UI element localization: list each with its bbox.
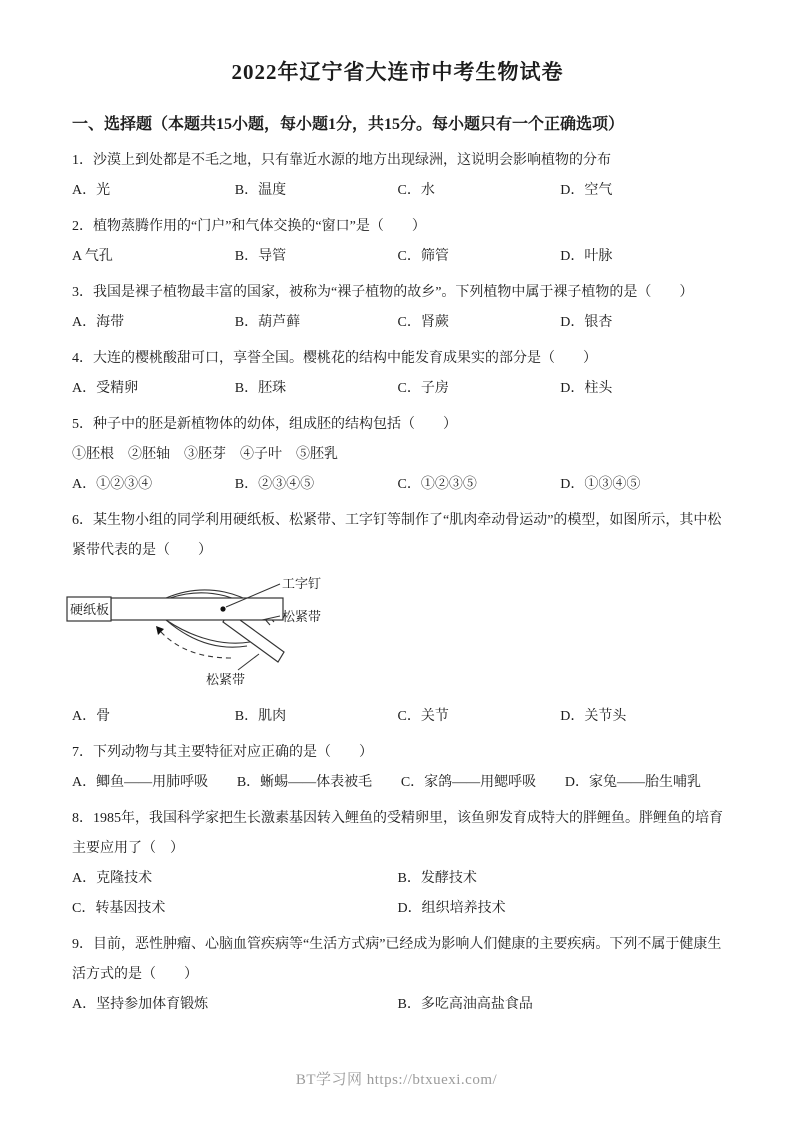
question-4 [72, 344, 723, 404]
question-9-stem: 9．目前，恶性肿瘤、心脑血管疾病等“生活方式病”已经成为影响人们健康的主要疾病。下列不属于健康生活方式的是（ ） [72, 937, 722, 982]
option-d: D．关节头 [560, 709, 627, 724]
option-b: B．肌肉 [234, 709, 287, 724]
watermark-footer: BT学习网 https://btxuexi.com/ [295, 1072, 498, 1088]
question-2-stem: 2．植物蒸腾作用的“门户”和气体交换的“窗口”是（ ） [72, 219, 426, 234]
question-5 [72, 410, 723, 500]
option-b: B．温度 [234, 183, 287, 198]
option-c: C．转基因技术 [72, 901, 166, 916]
option-c: C．①②③⑤ [397, 477, 477, 492]
muscle-bone-model-diagram [66, 570, 723, 700]
option-b: B．胚珠 [234, 381, 287, 396]
option-b: B．发酵技术 [397, 871, 477, 886]
question-5-options [72, 470, 723, 500]
option-a: A．①②③④ [72, 477, 153, 492]
question-5-stem: 5．种子中的胚是新植物体的幼体，组成胚的结构包括（ ） [72, 417, 457, 432]
pin-label: 工字钉 [282, 576, 322, 591]
question-1 [72, 146, 723, 206]
page-title: 2022年辽宁省大连市中考生物试卷 [231, 60, 564, 84]
option-d: D．家兔——胎生哺乳 [564, 775, 701, 790]
option-a: A．鲫鱼——用肺呼吸 [72, 775, 209, 790]
question-5-items: ①胚根 ②胚轴 ③胚芽 ④子叶 ⑤胚乳 [72, 447, 338, 462]
option-a: A．骨 [72, 709, 111, 724]
question-4-options [72, 374, 723, 404]
option-d: D．组织培养技术 [397, 901, 506, 916]
question-3-options [72, 308, 723, 338]
muscle-bone-model-figure [66, 570, 346, 700]
elastic-right-label: 松紧带 [282, 609, 322, 624]
option-a: A．光 [72, 183, 111, 198]
question-1-options [72, 176, 723, 206]
option-c: C．家鸽——用鳃呼吸 [400, 775, 537, 790]
option-a: A．克隆技术 [72, 871, 153, 886]
option-a: A．坚持参加体育锻炼 [72, 997, 209, 1012]
question-8 [72, 804, 723, 924]
question-4-stem: 4．大连的樱桃酸甜可口，享誉全国。樱桃花的结构中能发育成果实的部分是（ ） [72, 351, 597, 366]
question-9 [72, 930, 723, 1020]
question-6-stem: 6．某生物小组的同学利用硬纸板、松紧带、工字钉等制作了“肌肉牵动骨运动”的模型，如图所示，其中松紧带代表的是（ ） [72, 513, 722, 558]
question-6 [72, 506, 723, 732]
question-6-options [72, 702, 723, 732]
cardboard-label: 硬纸板 [70, 602, 110, 617]
option-d: D．叶脉 [560, 249, 613, 264]
option-b: B．葫芦藓 [234, 315, 301, 330]
option-d: D．柱头 [560, 381, 613, 396]
option-b: B．导管 [234, 249, 287, 264]
option-d: D．银杏 [560, 315, 613, 330]
section-header: 一、选择题（本题共15小题，每小题1分，共15分。每小题只有一个正确选项） [72, 116, 625, 133]
question-8-options [72, 864, 723, 924]
question-1-stem: 1．沙漠上到处都是不毛之地，只有靠近水源的地方出现绿洲，这说明会影响植物的分布 [72, 153, 611, 168]
option-d: D．空气 [560, 183, 613, 198]
option-a: A．受精卵 [72, 381, 139, 396]
option-c: C．关节 [397, 709, 449, 724]
elastic-bottom-label: 松紧带 [206, 672, 246, 687]
question-2-options [72, 242, 723, 272]
question-7-stem: 7．下列动物与其主要特征对应正确的是（ ） [72, 745, 373, 760]
question-2 [72, 212, 723, 272]
option-b: B．蜥蜴——体表被毛 [236, 775, 373, 790]
horizontal-board-shape [111, 598, 283, 620]
question-7 [72, 738, 723, 798]
question-7-options [72, 768, 723, 798]
option-c: C．肾蕨 [397, 315, 449, 330]
option-b: B．多吃高油高盐食品 [397, 997, 533, 1012]
option-a: A．海带 [72, 315, 125, 330]
question-3 [72, 278, 723, 338]
pin-dot [220, 606, 225, 611]
option-c: C．水 [397, 183, 435, 198]
elastic-bottom-leader-line [238, 654, 259, 670]
question-3-stem: 3．我国是裸子植物最丰富的国家，被称为“裸子植物的故乡”。下列植物中属于裸子植物的是（ ） [72, 285, 694, 300]
question-9-options [72, 990, 723, 1020]
question-8-stem: 8．1985年，我国科学家把生长激素基因转入鲤鱼的受精卵里，该鱼卵发育成特大的胖鲤鱼。胖鲤鱼的培育主要应用了（ ） [72, 811, 723, 856]
option-a: A 气孔 [72, 249, 113, 264]
option-c: C．子房 [397, 381, 449, 396]
option-c: C．筛管 [397, 249, 449, 264]
option-b: B．②③④⑤ [234, 477, 315, 492]
option-d: D．①③④⑤ [560, 477, 641, 492]
